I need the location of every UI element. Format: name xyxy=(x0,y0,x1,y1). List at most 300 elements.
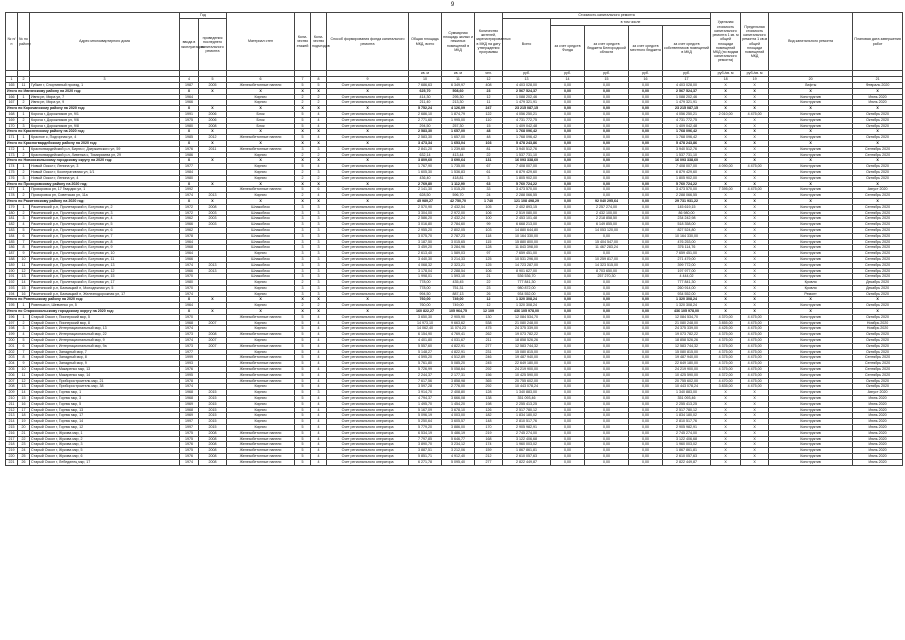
table-cell: 0,00 xyxy=(551,442,585,448)
table-cell: 0,00 xyxy=(551,175,585,181)
table-cell: 5 xyxy=(295,83,311,89)
table-cell: Сентябрь 2020 xyxy=(853,274,903,280)
table-cell: 1 867 861,81 xyxy=(663,448,711,454)
table-cell: 5 xyxy=(295,367,311,373)
table-cell: X xyxy=(295,129,311,135)
table-cell: Сентябрь 2020 xyxy=(853,210,903,216)
table-cell: 3 940 512,76 xyxy=(663,146,711,152)
table-cell: 5 xyxy=(311,83,327,89)
table-cell: 24 xyxy=(18,448,30,454)
table-cell: 4 031,67 xyxy=(442,338,475,344)
table-cell: Счет регионального оператора xyxy=(327,274,409,280)
table-cell: 0,00 xyxy=(585,349,629,355)
table-cell: 0,00 xyxy=(629,216,663,222)
table-cell: 213,30 xyxy=(442,100,475,106)
table-cell: X xyxy=(711,181,741,187)
table-cell: Конструктив xyxy=(769,401,853,407)
table-cell: 5 726,99 xyxy=(409,367,442,373)
table-cell: 4 475,00 xyxy=(741,164,769,170)
table-cell: X xyxy=(769,140,853,146)
table-cell: 2 255 413,25 xyxy=(663,401,711,407)
table-cell: Кирпич xyxy=(227,390,295,396)
column-number-cell: 18 xyxy=(711,77,741,83)
table-cell: 196 xyxy=(6,314,18,320)
subtotal-label: Итого по Старооскольскому городскому округу на 2020 год: xyxy=(6,309,180,315)
table-cell: 2 xyxy=(18,169,30,175)
table-cell: 1972 xyxy=(180,210,199,216)
table-cell: 2008 xyxy=(199,448,227,454)
table-cell: X xyxy=(295,309,311,315)
table-cell: Конструктив xyxy=(769,349,853,355)
table-cell: 2 776,00 xyxy=(442,384,475,390)
table-cell: 0,00 xyxy=(551,100,585,106)
table-cell: 2011 xyxy=(199,146,227,152)
table-cell: 92 040 295,64 xyxy=(585,198,629,204)
table-cell: 3 678,10 xyxy=(442,407,475,413)
table-cell: 760,00 xyxy=(409,303,442,309)
table-cell: 0,00 xyxy=(629,262,663,268)
table-cell: Октябрь 2020 xyxy=(853,117,903,123)
table-cell: 3 xyxy=(295,291,311,297)
table-cell: 3 666,08 xyxy=(442,396,475,402)
table-cell: 3 xyxy=(311,169,327,175)
table-cell: 1 593,10 xyxy=(442,274,475,280)
table-cell: 5 xyxy=(18,338,30,344)
table-cell: Сентябрь 2020 xyxy=(853,227,903,233)
address-cell: Ракитянский р-н, Пролетарский п, Богунова ул, 3 xyxy=(30,210,180,216)
table-cell: Счет регионального оператора xyxy=(327,164,409,170)
table-cell: 4 475,00 xyxy=(741,384,769,390)
table-cell: 4 xyxy=(311,425,327,431)
table-cell: 0,00 xyxy=(585,117,629,123)
header-cost-owners: за счет средств собственников помещений в МКД xyxy=(663,26,711,71)
table-cell: 0,00 xyxy=(585,390,629,396)
table-cell: X xyxy=(711,297,741,303)
table-cell: 0,00 xyxy=(551,106,585,112)
table-cell: Счет регионального оператора xyxy=(327,111,409,117)
column-number-cell: 8 xyxy=(311,77,327,83)
table-cell: 1 834 180,02 xyxy=(663,413,711,419)
address-cell: Ракитянский р-н, Бахмацкий п, Железнодорожная ул, 17 xyxy=(30,291,180,297)
header-end-date: Плановая дата завершения работ xyxy=(853,13,903,71)
table-cell: 0,00 xyxy=(585,129,629,135)
table-cell: Железобетонные панели xyxy=(227,135,295,141)
unit-cell: руб. xyxy=(629,71,663,77)
header-cost-fund: за счет средств Фонда xyxy=(551,26,585,71)
table-cell: 11 xyxy=(475,100,503,106)
table-cell: 4 xyxy=(311,384,327,390)
header-premises-area: Суммарная площадь жилых и нежилых помещений в МКД xyxy=(442,13,475,71)
table-cell: 1 657,00 xyxy=(442,135,475,141)
table-cell: 2 288 066,55 xyxy=(503,193,551,199)
table-cell: Конструктив xyxy=(769,100,853,106)
subtotal-label: Итого по Новооскольскому городскому округу на 2020 год: xyxy=(6,158,180,164)
table-cell: Шлакоблок xyxy=(227,274,295,280)
table-cell: 4 731 772,75 xyxy=(663,117,711,123)
header-address: Адрес многоквартирного дома xyxy=(30,13,180,71)
table-cell: 4 126,09 xyxy=(442,106,475,112)
table-cell: 3 809,60 xyxy=(409,158,442,164)
table-cell: X xyxy=(741,274,769,280)
table-cell: 8 xyxy=(18,355,30,361)
table-cell: 7 395,00 xyxy=(711,187,741,193)
table-cell: 14 973,10 xyxy=(409,320,442,326)
table-cell: 1 767,90 xyxy=(409,164,442,170)
table-cell: X xyxy=(199,181,227,187)
table-cell: 1980 xyxy=(180,175,199,181)
table-cell: 0,00 xyxy=(585,193,629,199)
table-cell: 0,00 xyxy=(629,233,663,239)
table-cell: X xyxy=(227,140,295,146)
table-cell: 0,00 xyxy=(585,378,629,384)
table-cell: 5 478 243,86 xyxy=(663,140,711,146)
table-cell: 1966 xyxy=(180,268,199,274)
table-cell: X xyxy=(711,436,741,442)
table-cell: X xyxy=(741,88,769,94)
table-cell: 2003 xyxy=(199,210,227,216)
table-cell: Железобетонные панели xyxy=(227,332,295,338)
table-cell: 125 xyxy=(475,256,503,262)
table-cell: 1999 xyxy=(180,355,199,361)
table-cell: 0,00 xyxy=(585,175,629,181)
table-cell: 0,00 xyxy=(629,332,663,338)
table-cell: 4 xyxy=(311,367,327,373)
table-cell: 2008 xyxy=(199,123,227,129)
table-cell: 14 xyxy=(18,390,30,396)
table-cell: Счет регионального оператора xyxy=(327,454,409,460)
header-unit-cost: Удельная стоимость капитального ремонта 1 кв. м общей площади помещений МКД (по видам капитального ремонта) xyxy=(711,13,741,71)
table-cell: 14 053 120,00 xyxy=(585,227,629,233)
table-cell: X xyxy=(741,140,769,146)
table-cell: 3 xyxy=(295,216,311,222)
table-cell: 110 xyxy=(475,117,503,123)
table-cell: 183 xyxy=(6,227,18,233)
table-cell: 3 xyxy=(311,245,327,251)
table-cell: 2 802,05 xyxy=(442,227,475,233)
table-cell: Июль 2020 xyxy=(853,436,903,442)
table-cell: 0,00 xyxy=(629,378,663,384)
table-cell: X xyxy=(199,106,227,112)
table-cell: 0,00 xyxy=(585,251,629,257)
table-cell: 5 xyxy=(295,135,311,141)
table-cell: 0,00 xyxy=(629,198,663,204)
table-cell: 418,81 xyxy=(442,175,475,181)
table-cell: 1 536,83 xyxy=(442,169,475,175)
table-cell: Блок xyxy=(227,123,295,129)
table-cell: X xyxy=(295,106,311,112)
table-cell: 2007 xyxy=(199,343,227,349)
table-cell: 3 075,70 xyxy=(409,233,442,239)
table-cell: 0,00 xyxy=(629,297,663,303)
table-cell: 1974 xyxy=(180,338,199,344)
table-cell: X xyxy=(741,251,769,257)
table-cell: Конструктив xyxy=(769,175,853,181)
table-cell: 277 xyxy=(475,343,503,349)
table-cell: 0,00 xyxy=(551,419,585,425)
table-cell: 0,00 xyxy=(585,326,629,332)
table-cell: 0,00 xyxy=(551,407,585,413)
table-cell: 0,00 xyxy=(551,94,585,100)
table-cell: X xyxy=(711,239,741,245)
table-cell: 208 xyxy=(6,384,18,390)
table-cell: 0,00 xyxy=(551,117,585,123)
table-cell: 625,70 xyxy=(409,88,442,94)
table-cell: 2 771,60 xyxy=(409,117,442,123)
table-cell: X xyxy=(311,309,327,315)
table-cell: Кирпич xyxy=(227,175,295,181)
table-cell: 0,00 xyxy=(629,146,663,152)
table-cell: 0,00 xyxy=(629,361,663,367)
table-cell: Счет регионального оператора xyxy=(327,378,409,384)
table-cell: Счет регионального оператора xyxy=(327,419,409,425)
table-cell: Конструктив xyxy=(769,227,853,233)
table-cell: 4 xyxy=(311,326,327,332)
table-cell: 1 088 202,46 xyxy=(663,94,711,100)
table-cell: 2 586,20 xyxy=(409,216,442,222)
address-cell: Старый Оскол г, Приборостроитель мкр, 21 xyxy=(30,378,180,384)
table-cell: 1977 xyxy=(180,164,199,170)
table-cell: 8 703 650,00 xyxy=(585,268,629,274)
table-cell: 21 xyxy=(475,274,503,280)
table-cell: 5 646,77 xyxy=(442,436,475,442)
table-cell: 0,00 xyxy=(629,193,663,199)
table-cell: X xyxy=(227,309,295,315)
table-cell: 2 408,80 xyxy=(442,390,475,396)
table-cell: 12 xyxy=(475,303,503,309)
table-cell: 1986 xyxy=(180,152,199,158)
table-cell: 180 xyxy=(6,210,18,216)
table-cell: 0,00 xyxy=(629,372,663,378)
table-cell: 25 xyxy=(18,454,30,460)
table-cell: 2 xyxy=(311,152,327,158)
table-cell: 174 xyxy=(6,164,18,170)
table-cell: X xyxy=(311,129,327,135)
table-cell: 213 xyxy=(6,413,18,419)
table-cell: 0,00 xyxy=(551,326,585,332)
table-cell: 2 141,30 xyxy=(409,187,442,193)
table-cell: 4 xyxy=(311,332,327,338)
table-cell: 0,00 xyxy=(629,100,663,106)
column-number-cell: 13 xyxy=(503,77,551,83)
table-cell: 777 841,30 xyxy=(503,280,551,286)
table-cell: 6 xyxy=(311,187,327,193)
table-cell: Счет регионального оператора xyxy=(327,448,409,454)
table-cell: 24 xyxy=(475,193,503,199)
table-cell: X xyxy=(199,198,227,204)
table-cell: 4 475,00 xyxy=(741,332,769,338)
table-cell: 262 xyxy=(475,332,503,338)
table-cell: 0,00 xyxy=(629,436,663,442)
table-cell: 2 xyxy=(295,100,311,106)
table-cell: 4 475,00 xyxy=(741,314,769,320)
table-cell: 105 xyxy=(475,204,503,210)
table-cell: 5 xyxy=(295,372,311,378)
header-max-cost: Предельная стоимость капитального ремонта 1 кв.м общей площади помещений МКД xyxy=(741,13,769,71)
table-cell: Счет регионального оператора xyxy=(327,396,409,402)
table-cell: 5 xyxy=(295,436,311,442)
table-cell: 2005 xyxy=(199,83,227,89)
unit-cell: руб. xyxy=(663,71,711,77)
address-cell: Ракитянский р-н, Пролетарский п, Богунова ул, 12 xyxy=(30,268,180,274)
table-cell: 376 114,76 xyxy=(663,245,711,251)
table-cell: X xyxy=(180,88,199,94)
table-cell: 0,00 xyxy=(551,129,585,135)
table-cell: 2 955,20 xyxy=(409,227,442,233)
table-cell: X xyxy=(711,129,741,135)
table-cell: 0,00 xyxy=(585,442,629,448)
table-cell: 1964 xyxy=(180,251,199,257)
table-cell: Шлакоблок xyxy=(227,245,295,251)
table-cell: X xyxy=(741,100,769,106)
table-cell: Декабрь 2020 xyxy=(853,285,903,291)
table-cell: 189 xyxy=(6,262,18,268)
table-cell: Октябрь 2020 xyxy=(853,338,903,344)
address-cell: Прохоровка рп, 17 Гвардии ул, 1 xyxy=(30,187,180,193)
table-cell: X xyxy=(711,274,741,280)
table-cell: 86 980,00 xyxy=(663,210,711,216)
table-cell: Июнь 2020 xyxy=(853,396,903,402)
table-cell: 538 xyxy=(475,320,503,326)
table-cell: 0,00 xyxy=(585,187,629,193)
table-cell: 168 xyxy=(475,436,503,442)
table-cell: 5 xyxy=(295,407,311,413)
table-cell: 4 370,00 xyxy=(711,314,741,320)
table-cell: 4 xyxy=(311,135,327,141)
table-cell: 3 835,00 xyxy=(711,384,741,390)
table-cell: 197 xyxy=(6,320,18,326)
table-cell: 20 755 602,00 xyxy=(503,378,551,384)
table-cell: 1970 xyxy=(180,285,199,291)
table-cell: X xyxy=(711,291,741,297)
table-cell: 10 425 590,00 xyxy=(663,372,711,378)
table-cell: Конструктив xyxy=(769,367,853,373)
table-cell: 0,00 xyxy=(585,372,629,378)
subtotal-label: Итого по Ивнянскому району на 2020 год: xyxy=(6,88,180,94)
table-cell: Конструктив xyxy=(769,314,853,320)
table-cell: 4 512,89 xyxy=(442,355,475,361)
table-cell: X xyxy=(769,198,853,204)
table-cell: X xyxy=(741,216,769,222)
address-cell: Старый Оскол г, Западный мкр, 8 xyxy=(30,355,180,361)
table-cell: 1 320 308,24 xyxy=(503,303,551,309)
table-cell: 5 xyxy=(295,117,311,123)
table-cell: X xyxy=(741,227,769,233)
table-cell: X xyxy=(711,285,741,291)
unit-cell: кв. м xyxy=(442,71,475,77)
table-cell: Сентябрь 2020 xyxy=(853,204,903,210)
table-cell: 4 731 772,75 xyxy=(503,117,551,123)
table-cell: Железобетонные панели xyxy=(227,83,295,89)
table-cell: 0,00 xyxy=(551,320,585,326)
table-cell: 295,30 xyxy=(442,94,475,100)
table-cell: 6 271,78 xyxy=(409,459,442,465)
table-cell: 351 093,46 xyxy=(663,396,711,402)
table-cell: X xyxy=(295,158,311,164)
table-cell: 0,00 xyxy=(585,280,629,286)
table-cell: 15 880 800,00 xyxy=(503,239,551,245)
table-cell: 3 xyxy=(311,274,327,280)
table-cell: Счет регионального оператора xyxy=(327,326,409,332)
table-cell: 14 323 515,00 xyxy=(585,262,629,268)
table-cell: X xyxy=(711,216,741,222)
table-cell: 10 164 330,00 xyxy=(503,233,551,239)
table-cell: 212 xyxy=(475,454,503,460)
table-cell: 3 xyxy=(311,390,327,396)
table-cell: 4 475,00 xyxy=(741,355,769,361)
table-cell: 2 453 101,48 xyxy=(503,216,551,222)
table-cell: 7 xyxy=(18,349,30,355)
table-cell: 0,00 xyxy=(551,146,585,152)
table-cell: X xyxy=(711,140,741,146)
table-cell: 3 690,64 xyxy=(442,158,475,164)
table-cell: 1968 xyxy=(180,407,199,413)
table-cell: X xyxy=(711,198,741,204)
table-cell: Счет регионального оператора xyxy=(327,332,409,338)
table-cell: X xyxy=(741,123,769,129)
table-cell: 0,00 xyxy=(585,436,629,442)
table-cell: Сентябрь 2020 xyxy=(853,251,903,257)
table-cell: 0,00 xyxy=(585,169,629,175)
table-cell: 0,00 xyxy=(629,123,663,129)
table-cell: 19 073 782,22 xyxy=(503,332,551,338)
table-cell: 9 xyxy=(18,251,30,257)
table-cell: Счет регионального оператора xyxy=(327,361,409,367)
table-cell: 26 xyxy=(18,459,30,465)
table-cell: 0,00 xyxy=(585,291,629,297)
table-cell: 202 xyxy=(6,349,18,355)
table-cell: Октябрь 2020 xyxy=(853,303,903,309)
table-cell: 3 886,00 xyxy=(442,425,475,431)
table-cell: 0,00 xyxy=(551,222,585,228)
table-cell: 160 822,27 xyxy=(409,309,442,315)
address-cell: Ракитянский р-н, Пролетарский п, Богунова ул, 9 xyxy=(30,245,180,251)
table-cell: 3 xyxy=(295,262,311,268)
column-number-cell: 1 xyxy=(6,77,18,83)
table-cell: 0,00 xyxy=(585,309,629,315)
table-cell: 16 093 338,60 xyxy=(503,158,551,164)
subtotal-label: Итого по Красненскому району на 2020 год: xyxy=(6,129,180,135)
table-cell: X xyxy=(741,193,769,199)
table-cell: 934 552,00 xyxy=(663,291,711,297)
table-cell: 2 519 080,00 xyxy=(503,210,551,216)
table-cell: 2 972,00 xyxy=(442,210,475,216)
table-cell: 219 xyxy=(475,430,503,436)
table-cell: 5 xyxy=(295,430,311,436)
table-cell: 3 234,12 xyxy=(442,442,475,448)
table-cell: X xyxy=(711,193,741,199)
table-cell: 4 xyxy=(311,407,327,413)
table-cell: 3 214,33 xyxy=(442,256,475,262)
table-cell: 5 xyxy=(295,425,311,431)
table-cell: 1 xyxy=(18,111,30,117)
table-cell: 4 xyxy=(311,349,327,355)
table-cell: 4 xyxy=(311,355,327,361)
table-cell: 16 xyxy=(18,401,30,407)
table-cell: Счет регионального оператора xyxy=(327,401,409,407)
table-cell: Кирпич xyxy=(227,425,295,431)
table-row xyxy=(6,459,903,465)
table-cell: 22 xyxy=(475,280,503,286)
table-cell: 277 xyxy=(475,459,503,465)
table-cell: 48 xyxy=(475,129,503,135)
table-cell: 15 xyxy=(475,123,503,129)
table-cell: X xyxy=(711,280,741,286)
table-cell: 0,00 xyxy=(629,256,663,262)
address-cell: Ракитянский р-н, Бахмацкий п, Молодежная ул, 5 xyxy=(30,285,180,291)
address-cell: Ракитянский р-н, Пролетарский п, Богунова ул, 17 xyxy=(30,280,180,286)
table-cell: 4 794,37 xyxy=(409,396,442,402)
table-cell: Кирпич xyxy=(227,401,295,407)
